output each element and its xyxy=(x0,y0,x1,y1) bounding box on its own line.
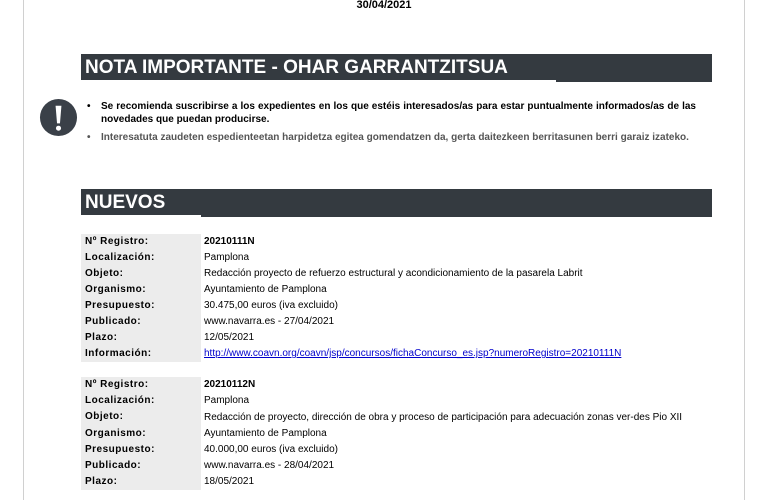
publicado-value: www.navarra.es - 27/04/2021 xyxy=(204,316,335,327)
plazo-value: 18/05/2021 xyxy=(204,476,255,487)
exclamation-icon xyxy=(39,98,78,137)
entry-row-objeto xyxy=(81,409,712,426)
nota-item-eu: • Interesatuta zaudeten espedienteetan harpidetza egitea gomendatzen da, gerta daitezkeen berritasunen berri garaiz izateko. xyxy=(86,131,696,144)
publicado-label: Publicado: xyxy=(81,314,201,330)
entry-row-presupuesto xyxy=(81,298,712,314)
objeto-label: Objeto: xyxy=(81,409,201,426)
localizacion-value: Pamplona xyxy=(204,252,250,263)
entry-row-registro xyxy=(81,377,712,393)
entry-row-registro xyxy=(81,234,712,250)
plazo-label: Plazo: xyxy=(81,330,201,346)
publicado-label: Publicado: xyxy=(81,458,201,474)
informacion-link[interactable]: http://www.coavn.org/coavn/jsp/concursos/fichaConcurso_es.jsp?numeroRegistro=20210111N xyxy=(204,348,622,359)
entry-row-informacion xyxy=(81,346,712,362)
registro-label: Nº Registro: xyxy=(81,234,201,250)
nota-item-es: • Se recomienda suscribirse a los expedientes en los que estéis interesados/as para estar puntualmente informados/as de las novedades que puedan producirse. xyxy=(86,100,696,126)
objeto-value: Redacción de proyecto, dirección de obra y proceso de participación para adecuación zonas ver-des Pio XII xyxy=(204,412,683,423)
registro-value: 20210111N xyxy=(204,236,255,247)
presupuesto-value: 40.000,00 euros (iva excluido) xyxy=(204,444,338,455)
informacion-label: Información: xyxy=(81,346,201,362)
organismo-label: Organismo: xyxy=(81,282,201,298)
presupuesto-label: Presupuesto: xyxy=(81,442,201,458)
entry-row-plazo xyxy=(81,474,712,490)
localizacion-value: Pamplona xyxy=(204,395,250,406)
entry-row-localizacion xyxy=(81,250,712,266)
entry-row-plazo xyxy=(81,330,712,346)
localizacion-label: Localización: xyxy=(81,250,201,266)
registro-label: Nº Registro: xyxy=(81,377,201,393)
objeto-label: Objeto: xyxy=(81,266,201,282)
presupuesto-value: 30.475,00 euros (iva excluido) xyxy=(204,300,338,311)
registro-value: 20210112N xyxy=(204,379,256,390)
entry-row-localizacion xyxy=(81,393,712,409)
plazo-label: Plazo: xyxy=(81,474,201,490)
organismo-value: Ayuntamiento de Pamplona xyxy=(204,284,327,295)
nota-importante-header: NOTA IMPORTANTE - OHAR GARRANTZITSUA xyxy=(81,54,712,82)
presupuesto-label: Presupuesto: xyxy=(81,298,201,314)
document-date: 30/04/2021 xyxy=(356,0,412,11)
informacion-value xyxy=(201,346,712,362)
nuevos-header: NUEVOS xyxy=(81,189,712,217)
header-underline xyxy=(81,80,556,82)
objeto-value: Redacción proyecto de refuerzo estructural y acondicionamiento de la pasarela Labrit xyxy=(204,268,583,279)
entry-row-objeto xyxy=(81,266,712,282)
entry-row-publicado xyxy=(81,458,712,474)
nota-list xyxy=(86,100,696,149)
concurso-entry xyxy=(81,234,712,362)
document-page xyxy=(23,0,745,500)
plazo-value: 12/05/2021 xyxy=(204,332,255,343)
publicado-value: www.navarra.es - 28/04/2021 xyxy=(204,460,335,471)
concurso-entry xyxy=(81,377,712,490)
header-underline xyxy=(81,215,201,217)
entry-row-presupuesto xyxy=(81,442,712,458)
entry-row-organismo xyxy=(81,426,712,442)
organismo-label: Organismo: xyxy=(81,426,201,442)
entry-row-organismo xyxy=(81,282,712,298)
localizacion-label: Localización: xyxy=(81,393,201,409)
organismo-value: Ayuntamiento de Pamplona xyxy=(204,428,327,439)
entry-row-publicado xyxy=(81,314,712,330)
